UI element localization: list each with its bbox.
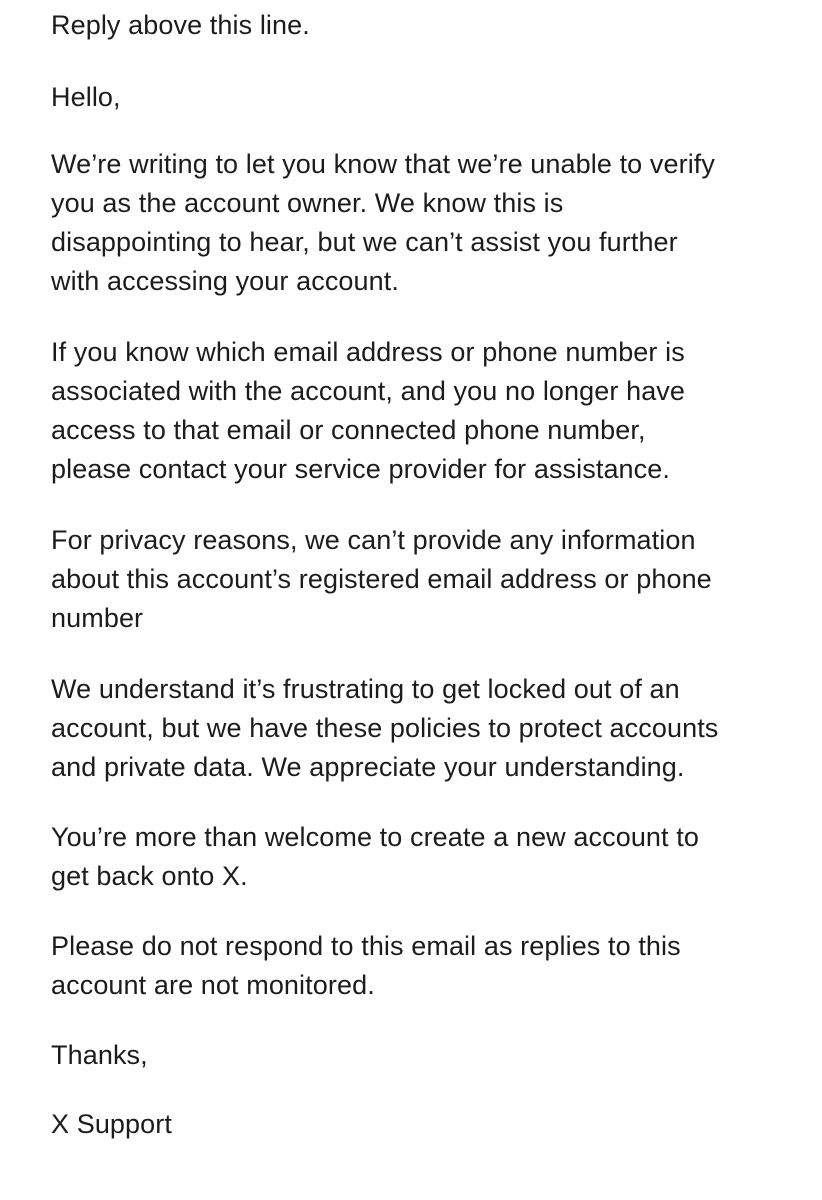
paragraph-line: account, but we have these policies to protect accounts	[51, 713, 719, 743]
paragraph-line: access to that email or connected phone number,	[51, 415, 646, 445]
paragraph-line: disappointing to hear, but we can’t assist you further	[51, 227, 678, 257]
paragraph-line: get back onto X.	[51, 861, 248, 891]
closing: Thanks,	[51, 1040, 148, 1070]
paragraph-line: You’re more than welcome to create a new account to	[51, 822, 699, 852]
paragraph-line: you as the account owner. We know this is	[51, 188, 564, 218]
paragraph-line: associated with the account, and you no longer have	[51, 376, 686, 406]
paragraph-line: We understand it’s frustrating to get locked out of an	[51, 674, 680, 704]
paragraph-line: Please do not respond to this email as replies to this	[51, 931, 681, 961]
paragraph-line: We’re writing to let you know that we’re unable to verify	[51, 149, 716, 179]
paragraph-line: account are not monitored.	[51, 970, 375, 1000]
paragraph-line: If you know which email address or phone number is	[51, 337, 685, 367]
signature: X Support	[51, 1109, 172, 1139]
paragraph-line: number	[51, 603, 144, 633]
paragraph-line: For privacy reasons, we can’t provide any information	[51, 525, 696, 555]
paragraph-line: please contact your service provider for assistance.	[51, 454, 670, 484]
paragraph-line: and private data. We appreciate your understanding.	[51, 752, 685, 782]
reply-marker: Reply above this line.	[51, 10, 310, 40]
greeting: Hello,	[51, 82, 121, 112]
paragraph-line: about this account’s registered email address or phone	[51, 564, 712, 594]
paragraph-line: with accessing your account.	[51, 266, 399, 296]
